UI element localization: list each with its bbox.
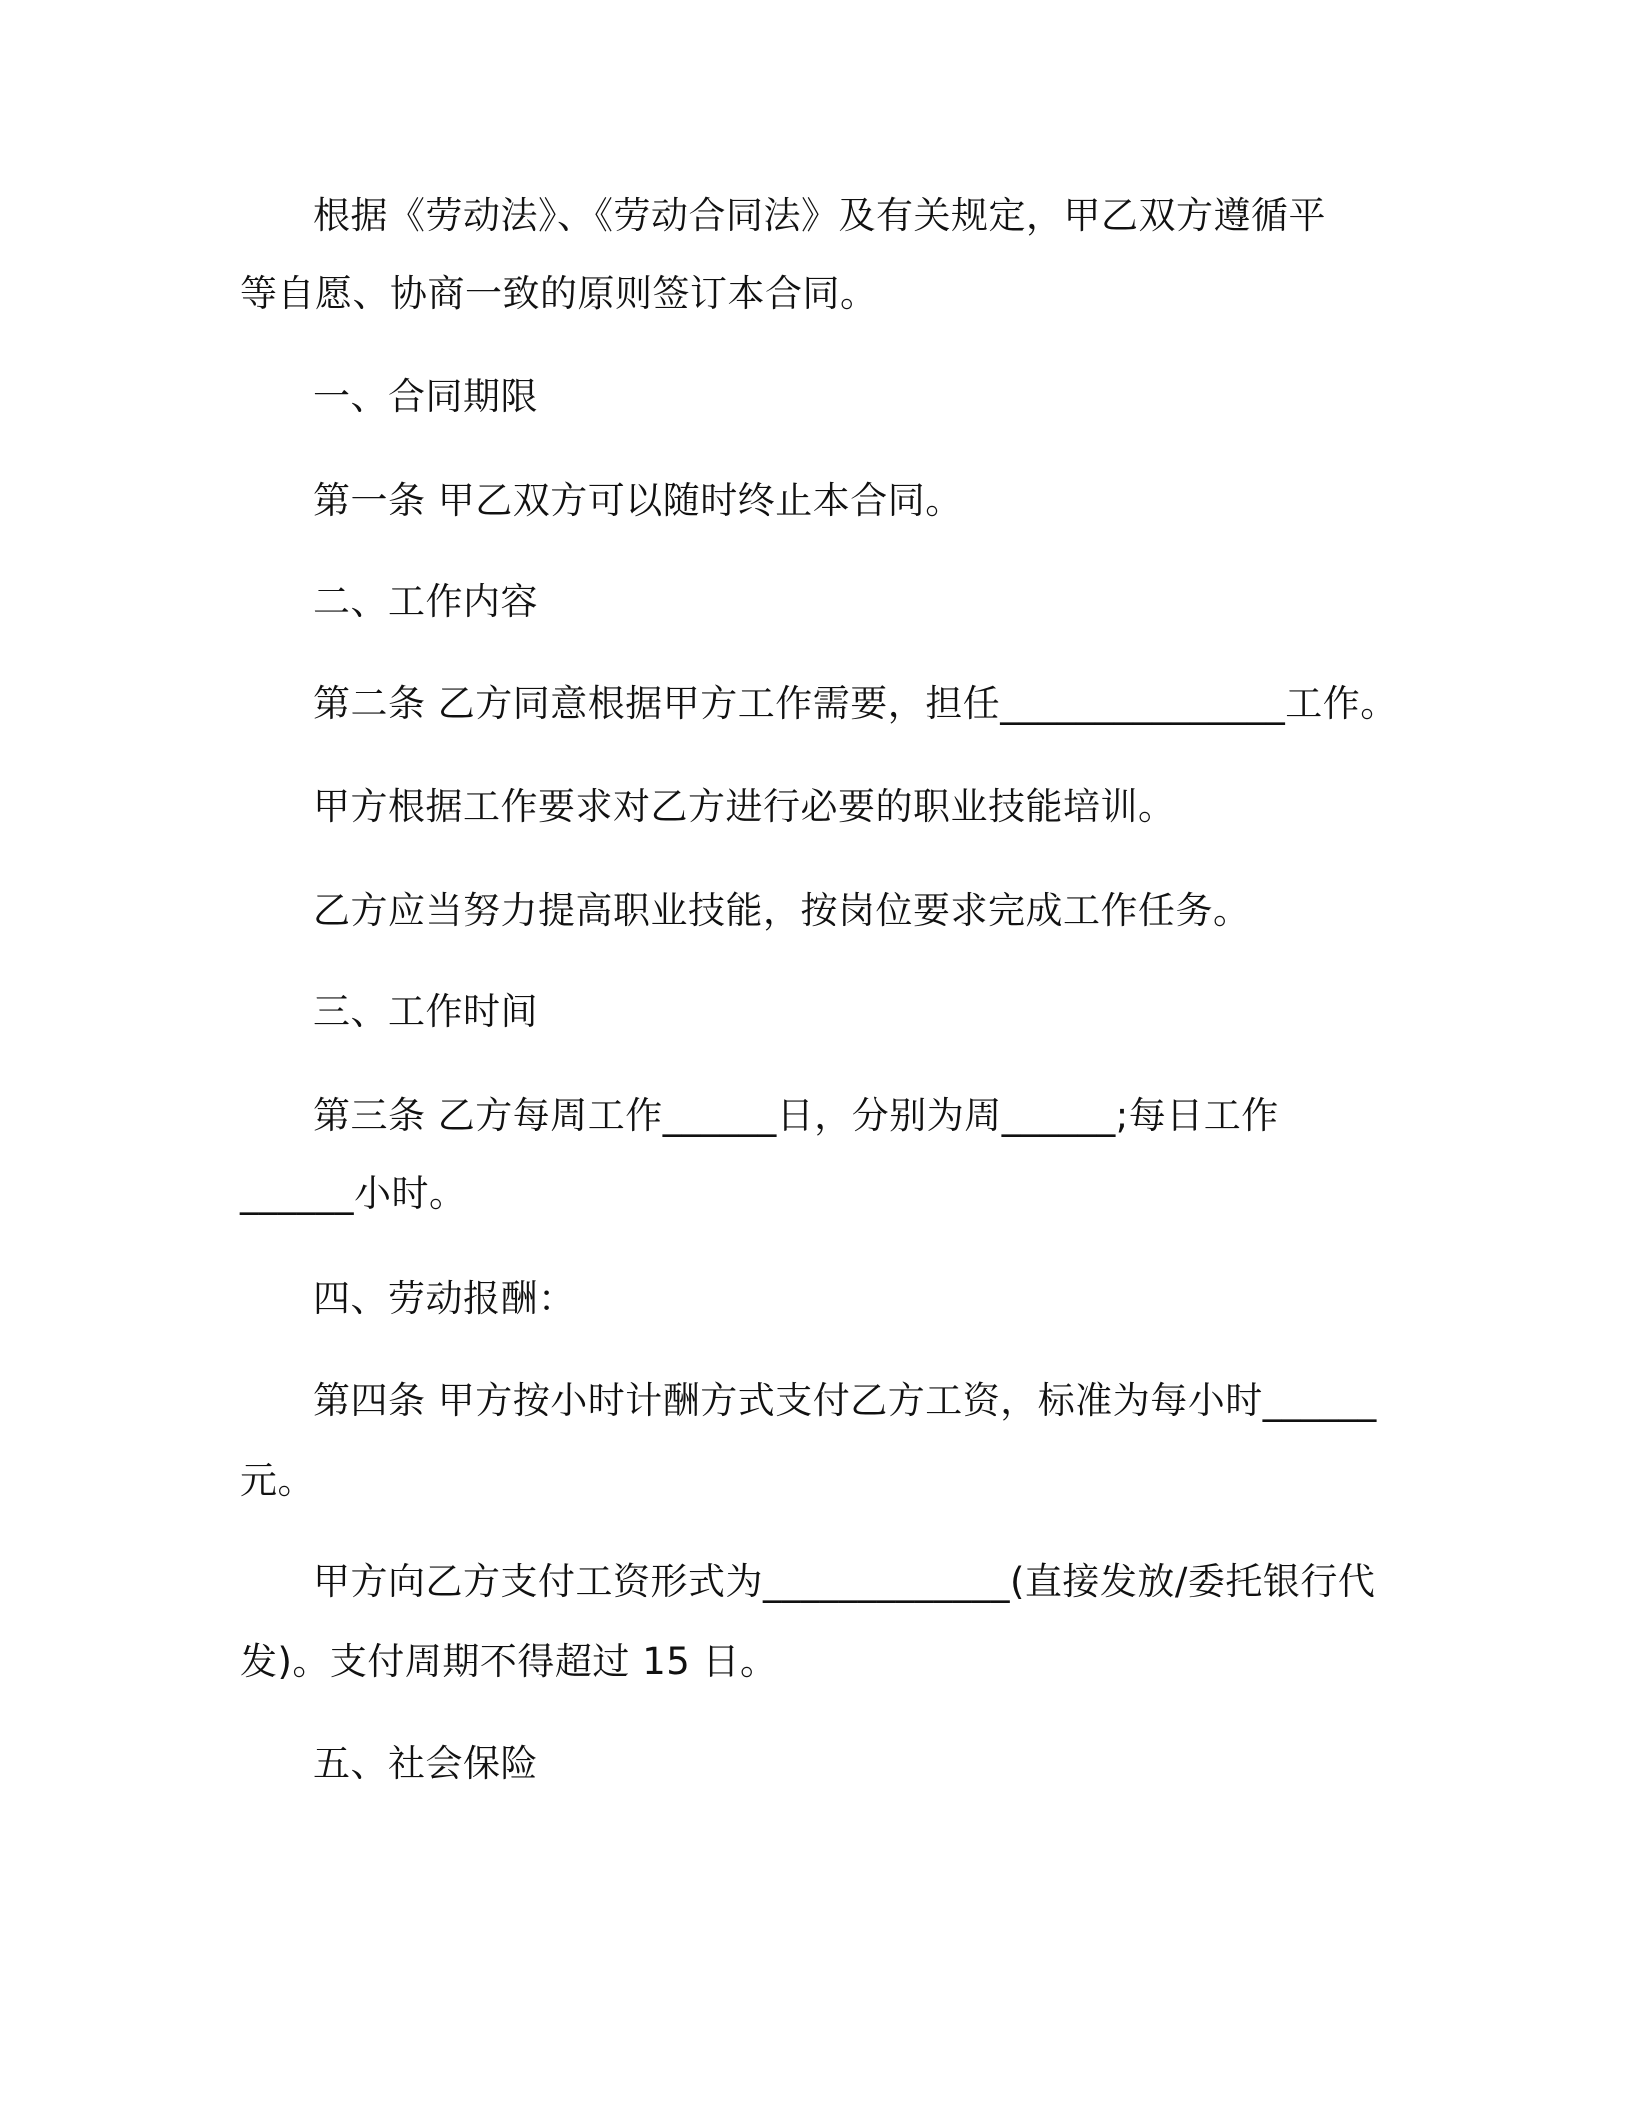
section-heading-social-insurance: 五、社会保险 xyxy=(313,1742,538,1785)
section-heading-work-content: 二、工作内容 xyxy=(313,580,538,623)
article-2-line-1: 第二条 乙方同意根据甲方工作需要，担任_______________工作。 xyxy=(313,682,1398,725)
wage-payment-line-2: 发)。支付周期不得超过 15 日。 xyxy=(240,1640,778,1683)
article-3-line-1: 第三条 乙方每周工作______日，分别为周______;每日工作 xyxy=(313,1094,1279,1137)
section-heading-remuneration: 四、劳动报酬： xyxy=(313,1277,576,1320)
article-2-training: 甲方根据工作要求对乙方进行必要的职业技能培训。 xyxy=(313,785,1176,828)
wage-payment-line-1: 甲方向乙方支付工资形式为_____________(直接发放/委托银行代 xyxy=(313,1560,1376,1603)
article-4-line-1: 第四条 甲方按小时计酬方式支付乙方工资，标准为每小时______ xyxy=(313,1379,1377,1422)
section-heading-work-time: 三、工作时间 xyxy=(313,990,538,1033)
article-2-duties: 乙方应当努力提高职业技能，按岗位要求完成工作任务。 xyxy=(313,889,1251,932)
section-heading-contract-term: 一、合同期限 xyxy=(313,375,538,418)
article-4-line-2: 元。 xyxy=(240,1459,315,1502)
article-3-line-2: ______小时。 xyxy=(240,1172,467,1215)
paragraph-intro-line-2: 等自愿、协商一致的原则签订本合同。 xyxy=(240,272,878,315)
paragraph-intro-line-1: 根据《劳动法》、《劳动合同法》及有关规定，甲乙双方遵循平 xyxy=(313,194,1326,237)
article-1: 第一条 甲乙双方可以随时终止本合同。 xyxy=(313,479,963,522)
